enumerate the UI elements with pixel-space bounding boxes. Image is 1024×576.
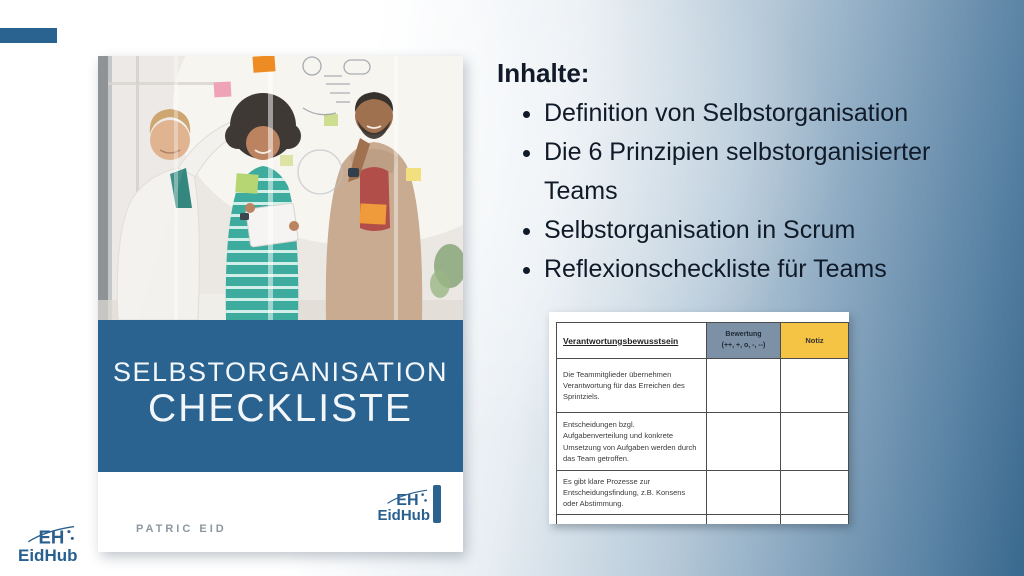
checklist-table bbox=[556, 322, 849, 524]
rating-cell bbox=[707, 413, 781, 471]
cover-title-line1: SELBSTORGANISATION bbox=[112, 357, 449, 387]
svg-text:EH: EH bbox=[396, 490, 419, 507]
top-accent-bar bbox=[0, 28, 57, 43]
svg-text:EH: EH bbox=[37, 526, 64, 546]
column-header-rating: Bewertung (++, +, o, -, --) bbox=[707, 323, 781, 359]
table-header-row bbox=[557, 323, 849, 359]
rating-cell bbox=[707, 471, 781, 515]
eidhub-wordmark: EidHub bbox=[377, 507, 430, 524]
column-header-criteria: Verantwortungsbewusstsein bbox=[557, 323, 707, 359]
book-cover bbox=[98, 56, 463, 552]
cover-title-banner bbox=[98, 320, 463, 472]
column-header-note: Notiz bbox=[781, 323, 849, 359]
table-row-clipped bbox=[557, 515, 849, 525]
contents-block bbox=[497, 56, 997, 289]
footer-brand-logo bbox=[18, 524, 78, 564]
eidhub-badge-bar bbox=[433, 485, 441, 523]
checklist-table-card bbox=[549, 312, 849, 524]
bullet-item: • Die 6 Prinzipien selbstorganisierter Teams bbox=[544, 133, 994, 211]
eidhub-wordmark: EidHub bbox=[18, 546, 78, 565]
contents-list bbox=[497, 94, 994, 289]
eidhub-monogram-icon bbox=[386, 488, 430, 507]
note-cell bbox=[781, 471, 849, 515]
bullet-item: • Selbstorganisation in Scrum bbox=[544, 211, 994, 250]
note-cell bbox=[781, 413, 849, 471]
bullet-item: • Reflexionscheckliste für Teams bbox=[544, 250, 994, 289]
eidhub-monogram-icon bbox=[26, 524, 78, 546]
cover-photo-team-image bbox=[98, 56, 463, 320]
table-row bbox=[557, 413, 849, 471]
note-cell bbox=[781, 359, 849, 413]
cover-title-line2: CHECKLISTE bbox=[148, 387, 413, 430]
contents-heading: Inhalte: bbox=[497, 58, 590, 88]
criterion-cell: Die Teammitglieder übernehmen Verantwortung für das Erreichen des Sprintziels. bbox=[557, 359, 707, 413]
bullet-item: • Definition von Selbstorganisation bbox=[544, 94, 994, 133]
rating-cell bbox=[707, 359, 781, 413]
cover-footer bbox=[98, 472, 463, 552]
table-row bbox=[557, 471, 849, 515]
criterion-cell: Entscheidungen bzgl. Aufgabenverteilung und konkrete Umsetzung von Aufgaben werden durch das Team getroffen. bbox=[557, 413, 707, 471]
table-row bbox=[557, 359, 849, 413]
cover-author-name: PATRIC EID bbox=[136, 523, 227, 535]
criterion-cell: Es gibt klare Prozesse zur Entscheidungsfindung, z.B. Konsens oder Abstimmung. bbox=[557, 471, 707, 515]
cover-brand-logo bbox=[378, 485, 442, 523]
